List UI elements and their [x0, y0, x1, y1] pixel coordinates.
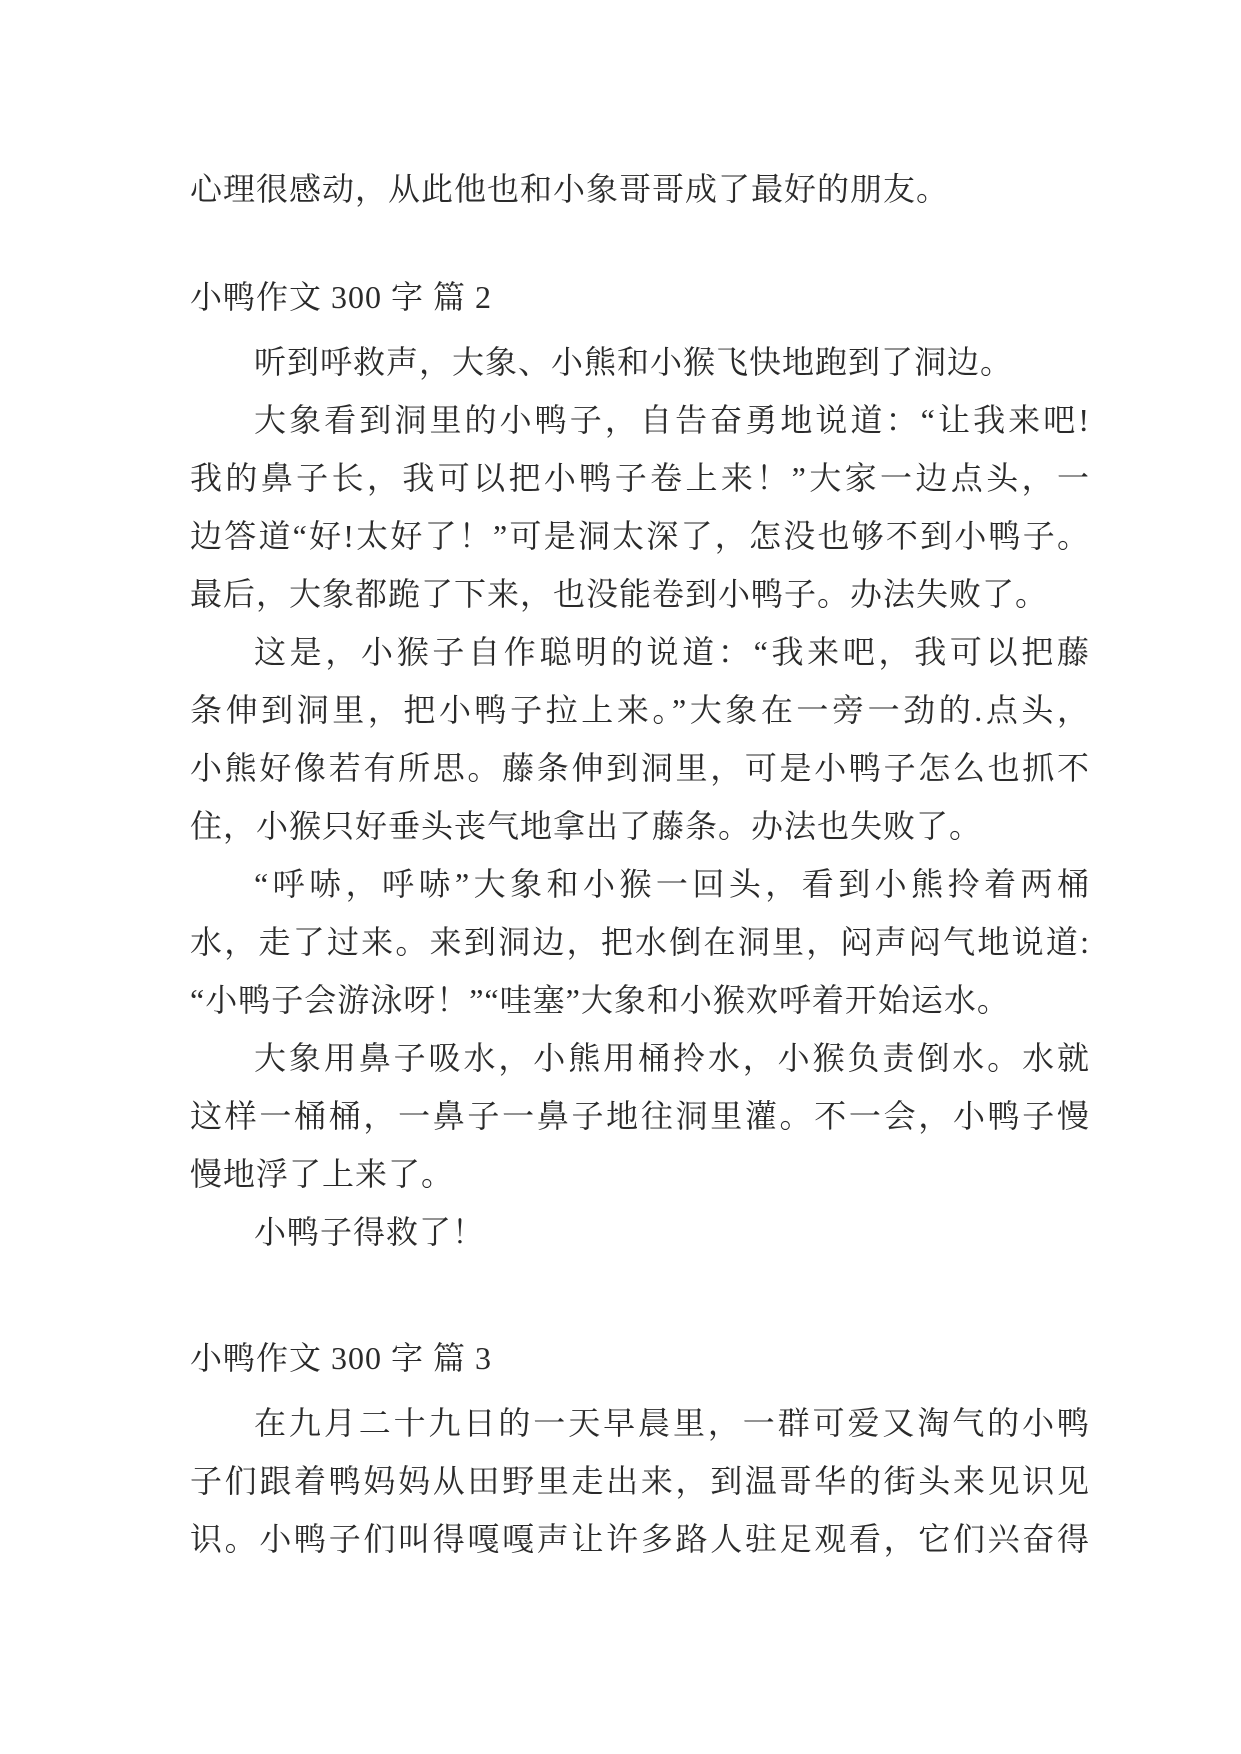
paragraph	[190, 333, 1090, 391]
paragraph	[190, 1029, 1090, 1203]
paragraph	[190, 623, 1090, 855]
text-line: 这是，小猴子自作聪明的说道：“我来吧，我可以把藤	[254, 634, 1090, 670]
text-line: 住，小猴只好垂头丧气地拿出了藤条。办法也失败了。	[190, 808, 983, 844]
text-line: 边答道“好!太好了！”可是洞太深了，怎没也够不到小鸭子。	[190, 518, 1090, 554]
text-line: 最后，大象都跪了下来，也没能卷到小鸭子。办法失败了。	[190, 576, 1049, 612]
text-line: 慢地浮了上来了。	[190, 1156, 455, 1192]
text-line: 大象看到洞里的小鸭子，自告奋勇地说道：“让我来吧!	[254, 402, 1090, 438]
text-line: 子们跟着鸭妈妈从田野里走出来，到温哥华的街头来见识见	[190, 1463, 1090, 1499]
text-line: 在九月二十九日的一天早晨里，一群可爱又淘气的小鸭	[254, 1405, 1090, 1441]
text-line: 条伸到洞里，把小鸭子拉上来。”大象在一旁一劲的.点头，	[190, 692, 1090, 728]
text-line: 听到呼救声，大象、小熊和小猴飞快地跑到了洞边。	[254, 344, 1014, 380]
text-line: 小熊好像若有所思。藤条伸到洞里，可是小鸭子怎么也抓不	[190, 750, 1090, 786]
text-line: 我的鼻子长，我可以把小鸭子卷上来！”大家一边点头，一	[190, 460, 1090, 496]
text-line: 小鸭子得救了！	[254, 1214, 486, 1250]
text-line: “呼哧，呼哧”大象和小猴一回头，看到小熊拎着两桶	[254, 866, 1090, 902]
paragraph	[190, 160, 1090, 218]
text-line: “小鸭子会游泳呀！”“哇塞”大象和小猴欢呼着开始运水。	[190, 982, 1010, 1018]
paragraph	[190, 1394, 1090, 1568]
paragraph	[190, 1203, 1090, 1261]
text-line: 这样一桶桶，一鼻子一鼻子地往洞里灌。不一会，小鸭子慢	[190, 1098, 1090, 1134]
text-line: 识。小鸭子们叫得嘎嘎声让许多路人驻足观看，它们兴奋得	[190, 1521, 1090, 1557]
paragraph	[190, 391, 1090, 623]
document-body	[190, 160, 1090, 1568]
essay-heading: 小鸭作文 300 字 篇 2	[190, 279, 493, 315]
text-line: 大象用鼻子吸水，小熊用桶拎水，小猴负责倒水。水就	[254, 1040, 1090, 1076]
text-line: 水，走了过来。来到洞边，把水倒在洞里，闷声闷气地说道:	[190, 924, 1090, 960]
paragraph	[190, 855, 1090, 1029]
text-line: 心理很感动，从此他也和小象哥哥成了最好的朋友。	[190, 171, 950, 207]
essay-heading: 小鸭作文 300 字 篇 3	[190, 1340, 493, 1376]
